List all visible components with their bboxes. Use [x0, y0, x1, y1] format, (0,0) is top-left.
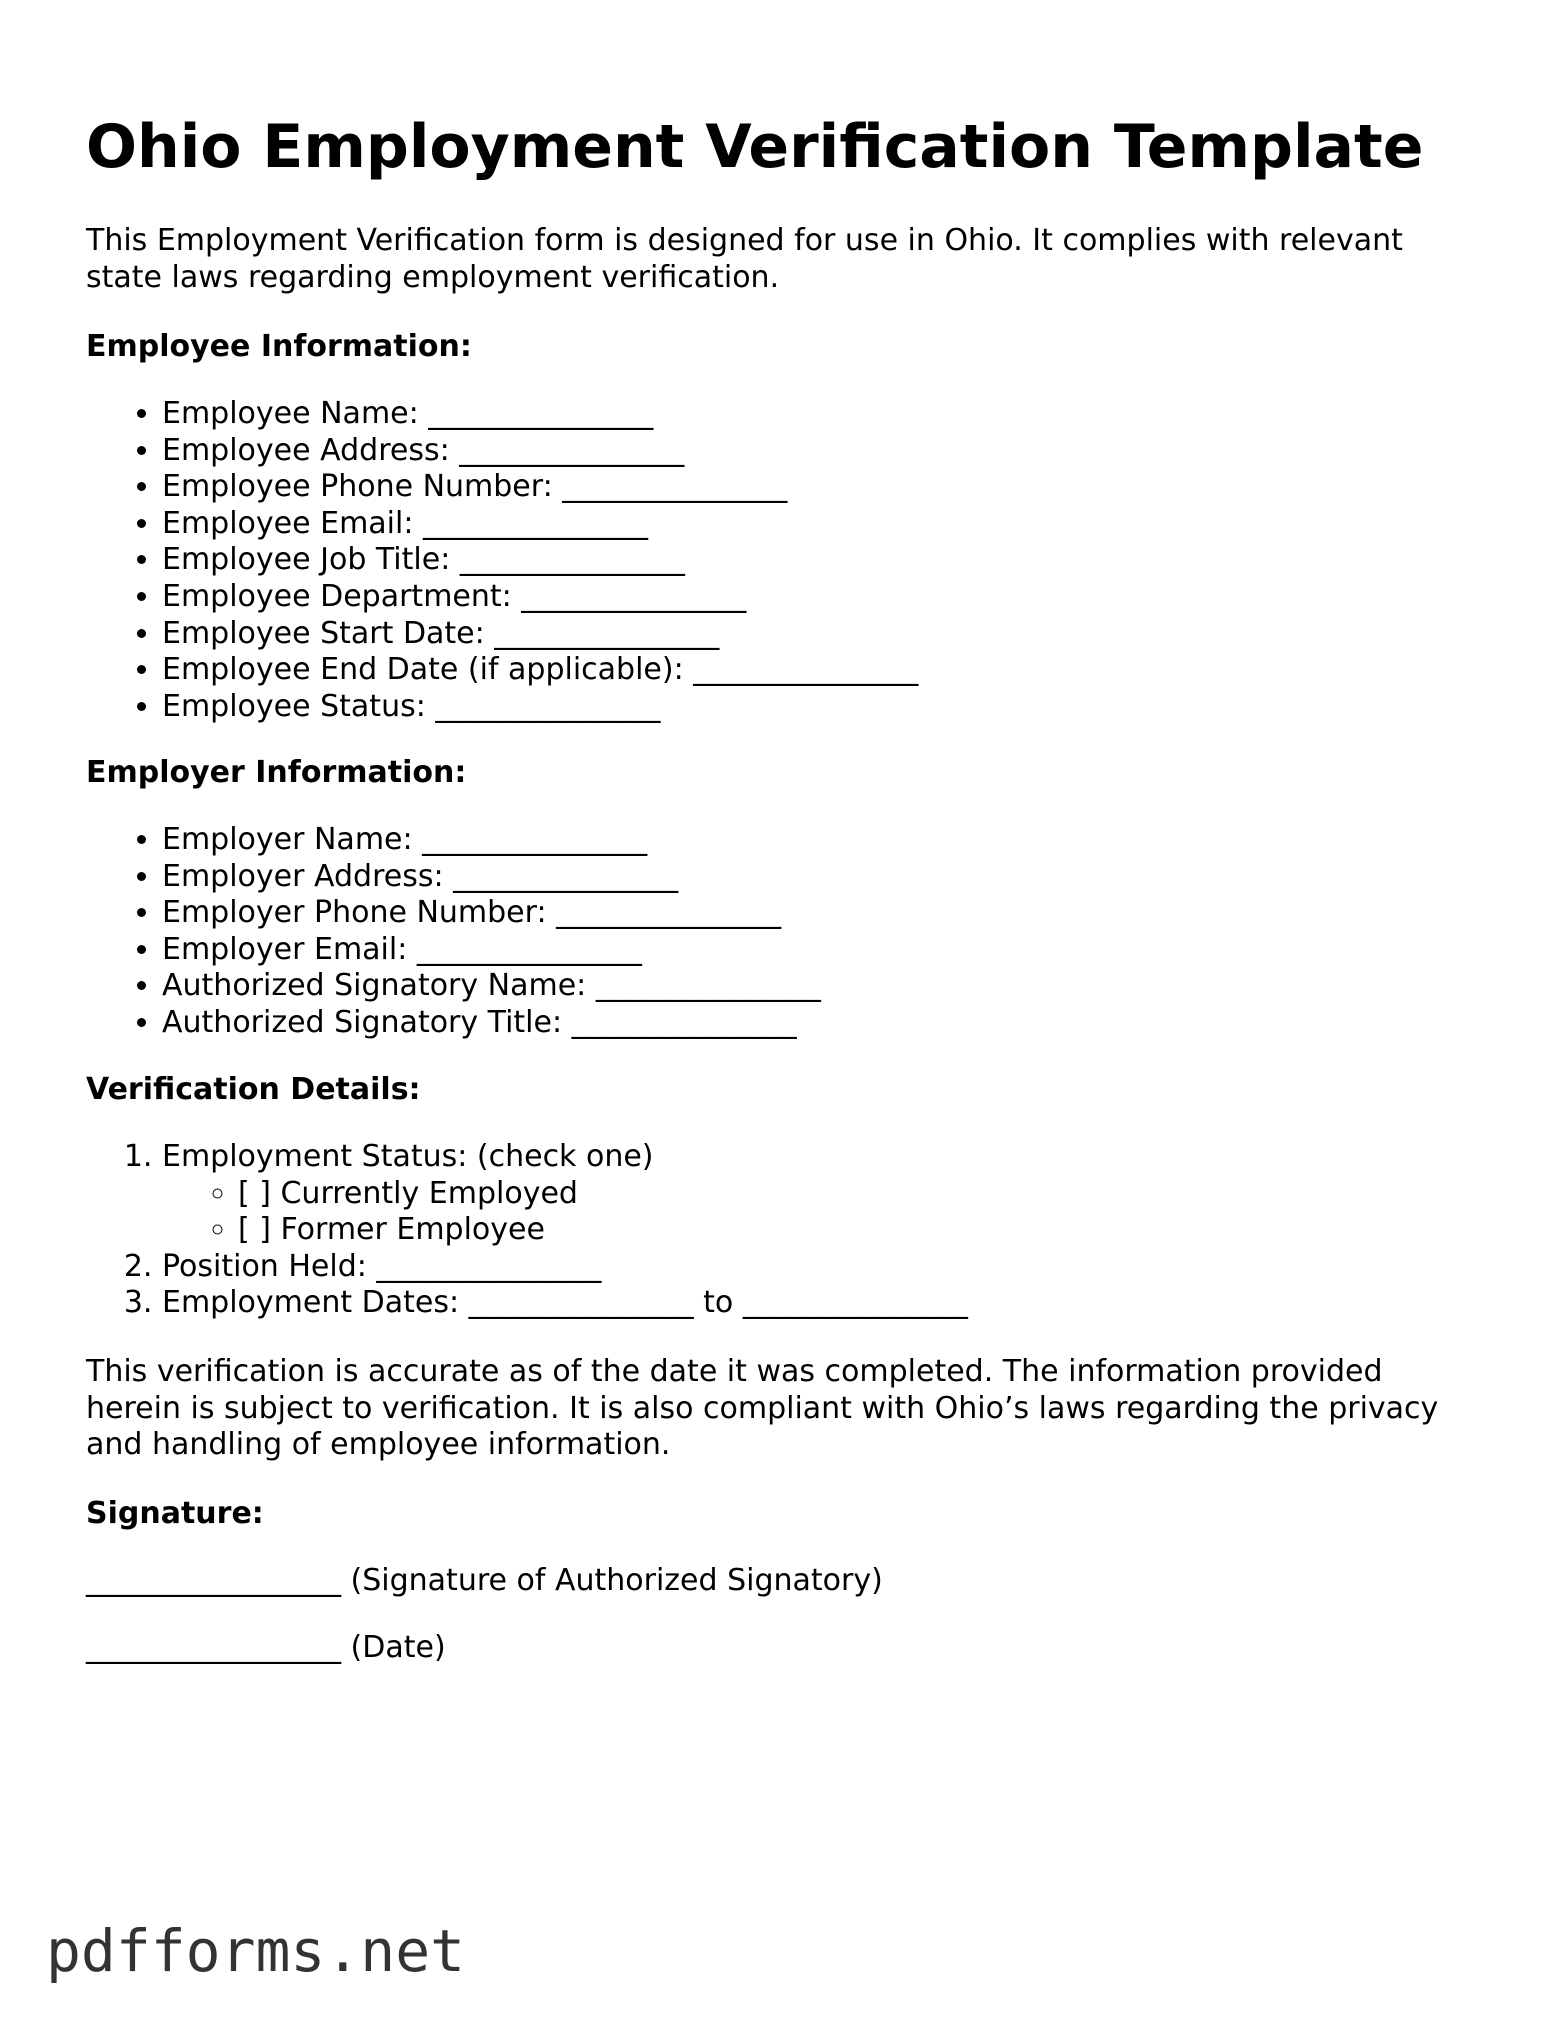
verification-details-list	[86, 1139, 968, 1322]
option-former-employee: ◦ [ ] Former Employee	[238, 1212, 968, 1249]
list-item: • Employee Job Title: _______________	[162, 542, 918, 579]
employer-information-list	[86, 822, 821, 1042]
verification-details-heading: Verification Details:	[86, 1072, 421, 1107]
signature-line: _________________ (Signature of Authorized Signatory)	[86, 1563, 883, 1598]
employment-status-options	[162, 1176, 968, 1249]
employee-information-list	[86, 396, 918, 725]
list-item: • Employee Phone Number: _______________	[162, 469, 918, 506]
signature-heading: Signature:	[86, 1496, 264, 1531]
list-item: • Employee Department: _______________	[162, 579, 918, 616]
intro-paragraph: This Employment Verification form is designed for use in Ohio. It complies with relevant state laws regarding employment verification.	[86, 223, 1403, 295]
list-item: • Authorized Signatory Name: _______________	[162, 968, 821, 1005]
list-item: • Employee Status: _______________	[162, 689, 918, 726]
employer-information-heading: Employer Information:	[86, 755, 467, 790]
date-line: _________________ (Date)	[86, 1630, 446, 1665]
page-title: Ohio Employment Verification Template	[86, 112, 1424, 182]
employee-information-heading: Employee Information:	[86, 329, 472, 364]
option-currently-employed: ◦ [ ] Currently Employed	[238, 1176, 968, 1213]
list-item: • Employee Address: _______________	[162, 433, 918, 470]
employment-status-label: Employment Status: (check one)	[162, 1139, 654, 1174]
list-item: • Employer Email: _______________	[162, 932, 821, 969]
list-item: • Employee End Date (if applicable): _______________	[162, 652, 918, 689]
closing-paragraph: This verification is accurate as of the date it was completed. The information provided herein is subject to verification. It is also compliant with Ohio’s laws regarding the privacy and handling of employee information.	[86, 1354, 1439, 1462]
list-item: 3. Employment Dates: _______________ to _______________	[162, 1285, 968, 1322]
list-item: 2. Position Held: _______________	[162, 1249, 968, 1286]
watermark: pdfforms.net	[46, 1917, 466, 1985]
list-item: • Employer Name: _______________	[162, 822, 821, 859]
list-item: • Employee Start Date: _______________	[162, 616, 918, 653]
list-item: • Employee Email: _______________	[162, 506, 918, 543]
list-item: • Employer Phone Number: _______________	[162, 895, 821, 932]
list-item: • Employee Name: _______________	[162, 396, 918, 433]
list-item: • Employer Address: _______________	[162, 859, 821, 896]
list-item: • Authorized Signatory Title: _______________	[162, 1005, 821, 1042]
list-item	[162, 1139, 968, 1249]
